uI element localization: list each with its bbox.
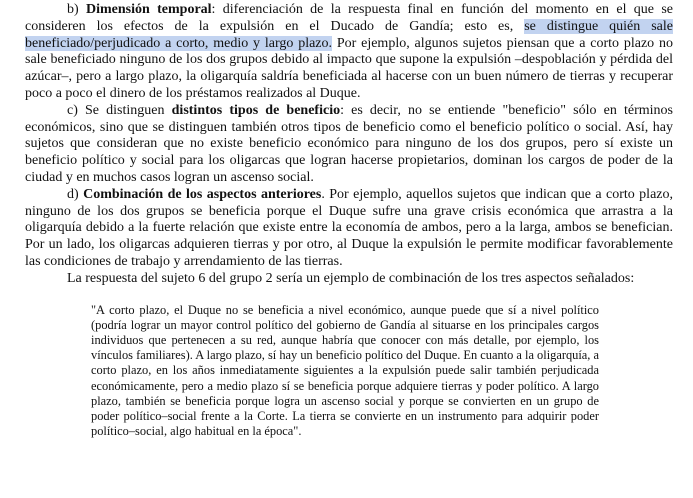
paragraph-text: Por ejemplo, algunos sujetos piensan que a corto plazo no sale beneficiado ninguno de los dos grupos debido al impacto que supone la expulsión –despoblación y pérdida del azúcar–, pero a largo plazo, la oligarquía saldría beneficiada al hacerse con un buen número de tierras y recuperar poco a poco el dinero de los préstamos realizados al Duque. [25, 35, 674, 101]
paragraph-heading: Combinación de los aspectos anteriores [83, 186, 322, 202]
paragraph-text: La respuesta del sujeto 6 del grupo 2 sería un ejemplo de combinación de los tres aspectos señalados: [67, 270, 635, 286]
paragraph-text: : diferenciación de la respuesta final en función del momento en el que se consideren los efectos de la expulsión en el Ducado de Gandía; esto es, [25, 2, 673, 34]
paragraph-combination [25, 187, 673, 271]
paragraph-temporal-dimension [25, 2, 673, 103]
paragraph-benefit-types [25, 103, 673, 187]
paragraph-text: : es decir, no se entiende "beneficio" sólo en términos económicos, sino que se distinguen también otros tipos de beneficio como el beneficio político o social. Así, hay sujetos que consideran que no existe beneficio económico para ninguno de los dos grupos, pero sí existe un beneficio político y social para los oligarcas que logran hacerse propietarios, dominan los cargos de poder de la ciudad y en muchos casos logran un ascenso social. [25, 102, 673, 185]
paragraph-prefix: b) [67, 2, 86, 17]
selected-text-highlight[interactable]: se distingue quién sale beneficiado/perjudicado a corto, medio y largo plazo. [25, 18, 673, 51]
document-page [25, 2, 673, 439]
paragraph-example-intro [25, 271, 673, 288]
paragraph-heading: distintos tipos de beneficio [171, 102, 341, 118]
block-quote: "A corto plazo, el Duque no se beneficia a nivel económico, aunque puede que sí a nivel político (podría lograr un mayor control político del gobierno de Gandía al situarse en los principales cargos individuos que pertenecen a su red, aunque habría que conocer con más detalle, por ejemplo, los vínculos familiares). A largo plazo, sí hay un beneficio político del Duque. En cuanto a la oligarquía, a corto plazo, en los años inmediatamente siguientes a la expulsión puede salir también perjudicada económicamente, pero a medio plazo sí se beneficia porque adquiere tierras y poder político. A largo plazo, también se beneficia porque logra un ascenso social y porque se convierten en un grupo de poder político–social frente a la Corte. La tierra se convierte en un instrumento para adquirir poder político–social, algo habitual en la época". [91, 302, 599, 439]
paragraph-prefix: c) Se distinguen [67, 102, 172, 118]
spacer [25, 288, 673, 303]
paragraph-heading: Dimensión temporal [86, 2, 212, 17]
paragraph-prefix: d) [67, 186, 84, 202]
paragraph-text: . Por ejemplo, aquellos sujetos que indican que a corto plazo, ninguno de los dos grupos se beneficia porque el Duque sufre una grave crisis económica que arrastra a la oligarquía debido a la fuerte relación que existe entre la economía de ambos, pero a la larga, ambos se benefician. Por un lado, los oligarcas adquieren tierras y por otro, al Duque la expulsión le permite modificar favorablemente las condiciones de trabajo y arrendamiento de las tierras. [25, 186, 673, 269]
